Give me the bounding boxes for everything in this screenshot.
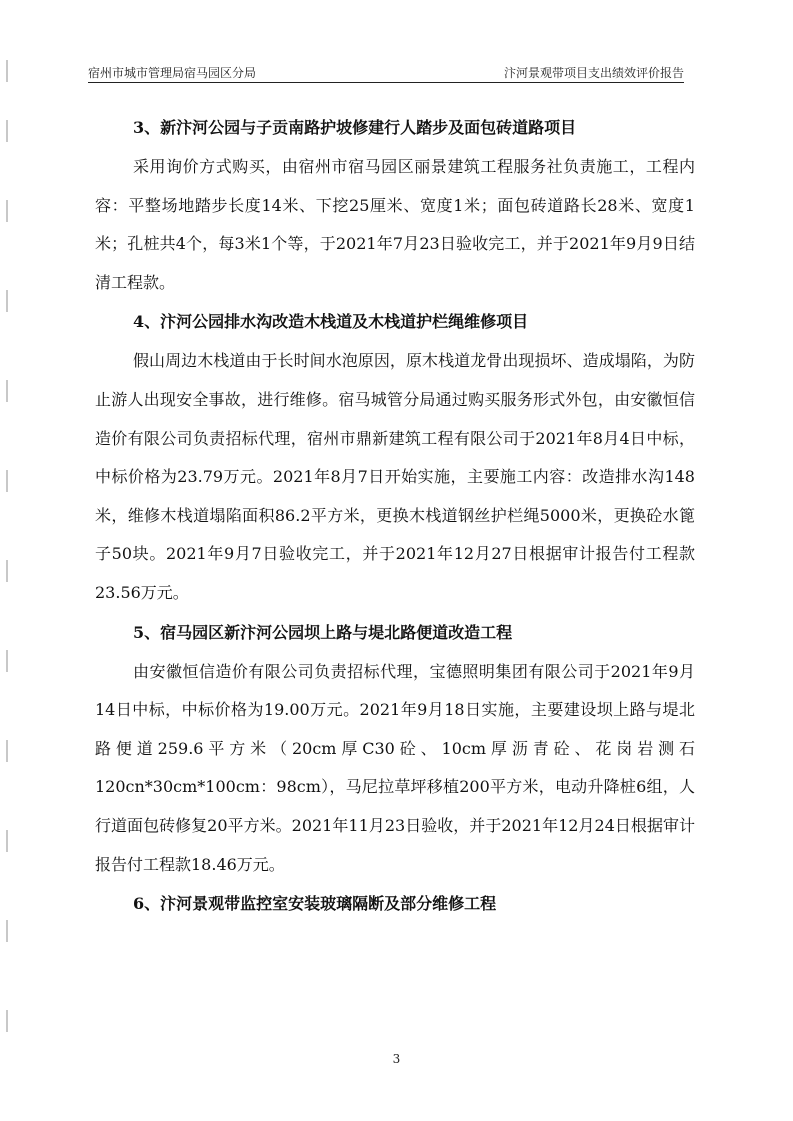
section-paragraph: 假山周边木栈道由于长时间水泡原因，原木栈道龙骨出现损坏、造成塌陷，为防止游人出现安全事故，进行维修。宿马城管分局通过购买服务形式外包，由安徽恒信造价有限公司负责招标代理，宿州市鼎新建筑工程有限公司于2021年8月4日中标，中标价格为23.79万元。2021年8月7日开始实施，主要施工内容：改造排水沟148米，维修木栈道塌陷面积86.2平方米，更换木栈道钢丝护栏绳5000米，更换砼水篦子50块。2021年9月7日验收完工，并于2021年12月27日根据审计报告付工程款23.56万元。 [95,351,695,602]
header-divider [88,82,684,83]
section-paragraph: 采用询价方式购买，由宿州市宿马园区丽景建筑工程服务社负责施工，工程内容：平整场地踏步长度14米、下挖25厘米、宽度1米；面包砖道路长28米、宽度1米；孔桩共4个，每3米1个等，于2021年7月23日验收完工，并于2021年9月9日结清工程款。 [95,157,695,292]
page-number: 3 [392,1052,401,1066]
section-heading: 6、汴河景观带监控室安装玻璃隔断及部分维修工程 [133,894,497,914]
header-report-title: 汴河景观带项目支出绩效评价报告 [503,66,684,80]
section-heading: 4、汴河公园排水沟改造木栈道及木栈道护栏绳维修项目 [133,312,529,332]
page-header [88,64,684,82]
binding-holes [0,0,16,1121]
section-heading: 3、新汴河公园与子贡南路护坡修建行人踏步及面包砖道路项目 [133,118,577,137]
document-body [95,108,695,924]
section-heading: 5、宿马园区新汴河公园坝上路与堤北路便道改造工程 [133,622,513,642]
header-organization: 宿州市城市管理局宿马园区分局 [88,66,257,80]
section-paragraph: 由安徽恒信造价有限公司负责招标代理，宝德照明集团有限公司于2021年9月14日中标，中标价格为19.00万元。2021年9月18日实施，主要建设坝上路与堤北路便道259.6平方米（20cm厚C30砼、10cm厚沥青砼、花岗岩测石120cn*30cm*100cm：98cm），马尼拉草坪移植200平方米，电动升降桩6组，人行道面包砖修复20平方米。2021年11月23日验收，并于2021年12月24日根据审计报告付工程款18.46万元。 [95,661,695,874]
